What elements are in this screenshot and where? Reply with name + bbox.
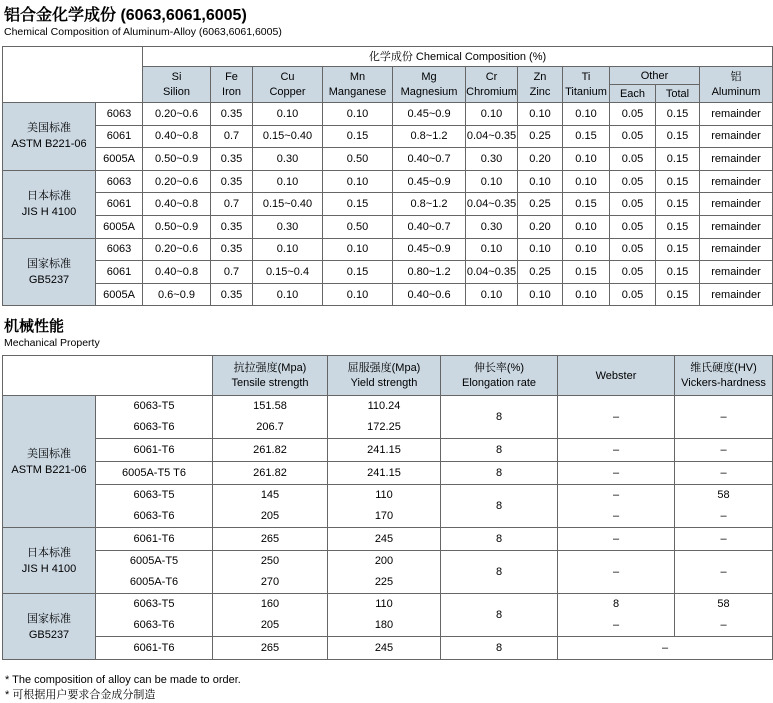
value-cell: remainder: [700, 283, 773, 306]
value-cell: 0.05: [610, 103, 656, 126]
alloy-cell: 6063-T5 6063-T6: [96, 485, 213, 528]
page-title: 铝合金化学成份 (6063,6061,6005): [4, 7, 247, 24]
webster-cell: 8 –: [558, 594, 675, 637]
value-cell: 0.10: [323, 238, 393, 261]
value-cell: remainder: [700, 103, 773, 126]
chem-col-cr: Cr Chromium: [466, 67, 518, 103]
alloy-cell: 6063: [96, 103, 143, 126]
value-cell: 0.7: [211, 193, 253, 216]
page-subtitle: Chemical Composition of Aluminum-Alloy (6063,6061,6005): [4, 26, 282, 38]
value-cell: 0.10: [466, 103, 518, 126]
standard-label: 国家标准 GB5237: [3, 594, 96, 660]
mech-band-row: [3, 551, 773, 594]
vickers-cell: –: [675, 439, 773, 462]
mech-col-1: 屈服强度(Mpa) Yield strength: [328, 356, 441, 396]
section-subtitle-mechanical: Mechanical Property: [4, 337, 100, 350]
value-cell: 0.50: [323, 215, 393, 238]
value-cell: 0.05: [610, 238, 656, 261]
value-cell: remainder: [700, 125, 773, 148]
value-cell: 0.45~0.9: [393, 238, 466, 261]
alloy-cell: 6005A-T5 6005A-T6: [96, 551, 213, 594]
standard-label: 国家标准 GB5237: [3, 238, 96, 306]
chem-data-row: [3, 125, 773, 148]
webster-cell: –: [558, 396, 675, 439]
value-cell: 0.10: [563, 215, 610, 238]
yield-cell: 110 170: [328, 485, 441, 528]
chem-data-row: [3, 148, 773, 171]
value-cell: 0.20~0.6: [143, 238, 211, 261]
value-cell: remainder: [700, 193, 773, 216]
value-cell: 0.05: [610, 283, 656, 306]
elongation-cell: 8: [441, 551, 558, 594]
value-cell: 0.7: [211, 261, 253, 284]
standard-label: 美国标准 ASTM B221-06: [3, 396, 96, 528]
vickers-cell: –: [675, 528, 773, 551]
chem-col-total: Total: [656, 85, 700, 103]
value-cell: 0.15: [323, 125, 393, 148]
value-cell: 0.04~0.35: [466, 125, 518, 148]
value-cell: 0.05: [610, 215, 656, 238]
chem-data-row: [3, 193, 773, 216]
value-cell: 0.15~0.4: [253, 261, 323, 284]
webster-cell: –: [558, 439, 675, 462]
value-cell: 0.15~0.40: [253, 125, 323, 148]
standard-label: 美国标准 ASTM B221-06: [3, 103, 96, 171]
alloy-cell: 6061-T6: [96, 528, 213, 551]
webster-cell: –: [558, 462, 675, 485]
value-cell: remainder: [700, 148, 773, 171]
tensile-cell: 145 205: [213, 485, 328, 528]
value-cell: 0.04~0.35: [466, 193, 518, 216]
value-cell: 0.40~0.7: [393, 148, 466, 171]
yield-cell: 241.15: [328, 462, 441, 485]
value-cell: 0.05: [610, 148, 656, 171]
chem-top-header: 化学成份 Chemical Composition (%): [143, 47, 773, 67]
value-cell: 0.25: [518, 261, 563, 284]
elongation-cell: 8: [441, 396, 558, 439]
yield-cell: 110 180: [328, 594, 441, 637]
elongation-cell: 8: [441, 485, 558, 528]
mechanical-property-table: [2, 355, 773, 660]
mech-band-row: [3, 462, 773, 485]
value-cell: 0.15: [563, 261, 610, 284]
value-cell: 0.30: [253, 148, 323, 171]
value-cell: 0.8~1.2: [393, 125, 466, 148]
vickers-cell: 58 –: [675, 485, 773, 528]
value-cell: 0.04~0.35: [466, 261, 518, 284]
value-cell: 0.35: [211, 215, 253, 238]
standard-label: 日本标准 JIS H 4100: [3, 170, 96, 238]
value-cell: 0.25: [518, 193, 563, 216]
chem-col-mn: Mn Manganese: [323, 67, 393, 103]
webster-cell: –: [558, 528, 675, 551]
elongation-cell: 8: [441, 637, 558, 660]
tensile-cell: 265: [213, 637, 328, 660]
value-cell: 0.10: [518, 103, 563, 126]
value-cell: 0.35: [211, 283, 253, 306]
value-cell: 0.50~0.9: [143, 148, 211, 171]
value-cell: 0.05: [610, 261, 656, 284]
chem-col-ti: Ti Titanium: [563, 67, 610, 103]
value-cell: 0.20~0.6: [143, 103, 211, 126]
value-cell: 0.10: [518, 283, 563, 306]
chem-col-fe: Fe Iron: [211, 67, 253, 103]
value-cell: remainder: [700, 238, 773, 261]
value-cell: 0.15: [323, 193, 393, 216]
mech-col-4: 维氏硬度(HV) Vickers-hardness: [675, 356, 773, 396]
mech-band-row: [3, 594, 773, 637]
footnote-en: * The composition of alloy can be made to order.: [5, 674, 241, 687]
mech-blank-header: [3, 356, 213, 396]
chem-data-row: [3, 283, 773, 306]
webster-cell: –: [558, 551, 675, 594]
alloy-cell: 6063-T5 6063-T6: [96, 594, 213, 637]
webster-vickers-cell: –: [558, 637, 773, 660]
alloy-cell: 6005A: [96, 148, 143, 171]
yield-cell: 245: [328, 528, 441, 551]
chem-data-row: [3, 261, 773, 284]
mech-col-3: Webster: [558, 356, 675, 396]
chem-data-row: [3, 170, 773, 193]
value-cell: 0.10: [563, 170, 610, 193]
value-cell: 0.05: [610, 125, 656, 148]
value-cell: 0.30: [466, 215, 518, 238]
value-cell: 0.40~0.8: [143, 261, 211, 284]
value-cell: 0.10: [466, 283, 518, 306]
value-cell: 0.10: [253, 103, 323, 126]
mech-col-0: 抗拉强度(Mpa) Tensile strength: [213, 356, 328, 396]
chemical-composition-table: [2, 46, 773, 306]
value-cell: 0.35: [211, 170, 253, 193]
mech-band-row: [3, 485, 773, 528]
value-cell: 0.15: [656, 103, 700, 126]
alloy-cell: 6005A: [96, 215, 143, 238]
alloy-cell: 6061: [96, 125, 143, 148]
spec-sheet-page: [0, 6, 770, 702]
value-cell: 0.15: [656, 193, 700, 216]
value-cell: 0.10: [518, 170, 563, 193]
webster-cell: – –: [558, 485, 675, 528]
value-cell: 0.15~0.40: [253, 193, 323, 216]
value-cell: 0.10: [563, 238, 610, 261]
tensile-cell: 151.58 206.7: [213, 396, 328, 439]
value-cell: 0.15: [563, 193, 610, 216]
value-cell: 0.15: [656, 170, 700, 193]
value-cell: 0.35: [211, 238, 253, 261]
value-cell: 0.20~0.6: [143, 170, 211, 193]
vickers-cell: –: [675, 551, 773, 594]
value-cell: 0.10: [563, 283, 610, 306]
alloy-cell: 6061-T6: [96, 637, 213, 660]
mech-band-row: [3, 637, 773, 660]
alloy-cell: 6061-T6: [96, 439, 213, 462]
vickers-cell: –: [675, 462, 773, 485]
alloy-cell: 6061: [96, 261, 143, 284]
chem-col-zn: Zn Zinc: [518, 67, 563, 103]
tensile-cell: 261.82: [213, 462, 328, 485]
chem-blank-header: [3, 47, 143, 103]
alloy-cell: 6063: [96, 170, 143, 193]
value-cell: remainder: [700, 261, 773, 284]
value-cell: 0.25: [518, 125, 563, 148]
value-cell: 0.15: [656, 125, 700, 148]
value-cell: 0.6~0.9: [143, 283, 211, 306]
value-cell: 0.10: [323, 170, 393, 193]
vickers-cell: –: [675, 396, 773, 439]
value-cell: 0.10: [563, 148, 610, 171]
value-cell: remainder: [700, 215, 773, 238]
value-cell: 0.40~0.7: [393, 215, 466, 238]
chem-col-each: Each: [610, 85, 656, 103]
value-cell: 0.20: [518, 148, 563, 171]
chem-data-row: [3, 215, 773, 238]
elongation-cell: 8: [441, 594, 558, 637]
value-cell: 0.45~0.9: [393, 103, 466, 126]
value-cell: 0.7: [211, 125, 253, 148]
alloy-cell: 6063-T5 6063-T6: [96, 396, 213, 439]
chem-col-aluminum: 铝 Aluminum: [700, 67, 773, 103]
footnotes: [5, 673, 770, 703]
chem-col-other: Other: [610, 67, 700, 85]
value-cell: 0.05: [610, 170, 656, 193]
value-cell: 0.50~0.9: [143, 215, 211, 238]
value-cell: remainder: [700, 170, 773, 193]
mech-band-row: [3, 528, 773, 551]
yield-cell: 245: [328, 637, 441, 660]
vickers-cell: 58 –: [675, 594, 773, 637]
tensile-cell: 160 205: [213, 594, 328, 637]
value-cell: 0.10: [323, 103, 393, 126]
value-cell: 0.15: [656, 261, 700, 284]
alloy-cell: 6063: [96, 238, 143, 261]
value-cell: 0.35: [211, 148, 253, 171]
value-cell: 0.30: [466, 148, 518, 171]
value-cell: 0.40~0.8: [143, 125, 211, 148]
section-title-mechanical: 机械性能: [4, 318, 65, 336]
elongation-cell: 8: [441, 439, 558, 462]
value-cell: 0.30: [253, 215, 323, 238]
chem-data-row: [3, 103, 773, 126]
footnote-cn: * 可根据用户要求合金成分制造: [5, 689, 156, 702]
chem-col-cu: Cu Copper: [253, 67, 323, 103]
value-cell: 0.15: [656, 283, 700, 306]
value-cell: 0.15: [656, 215, 700, 238]
mech-band-row: [3, 396, 773, 439]
tensile-cell: 265: [213, 528, 328, 551]
value-cell: 0.10: [253, 238, 323, 261]
chem-col-si: Si Silion: [143, 67, 211, 103]
value-cell: 0.10: [466, 170, 518, 193]
value-cell: 0.10: [253, 170, 323, 193]
value-cell: 0.10: [253, 283, 323, 306]
value-cell: 0.10: [518, 238, 563, 261]
value-cell: 0.20: [518, 215, 563, 238]
mech-band-row: [3, 439, 773, 462]
yield-cell: 241.15: [328, 439, 441, 462]
yield-cell: 110.24 172.25: [328, 396, 441, 439]
chem-data-row: [3, 238, 773, 261]
value-cell: 0.15: [563, 125, 610, 148]
elongation-cell: 8: [441, 462, 558, 485]
value-cell: 0.35: [211, 103, 253, 126]
chem-col-mg: Mg Magnesium: [393, 67, 466, 103]
elongation-cell: 8: [441, 528, 558, 551]
value-cell: 0.50: [323, 148, 393, 171]
value-cell: 0.15: [656, 148, 700, 171]
alloy-cell: 6005A: [96, 283, 143, 306]
value-cell: 0.05: [610, 193, 656, 216]
tensile-cell: 250 270: [213, 551, 328, 594]
value-cell: 0.15: [323, 261, 393, 284]
mech-col-2: 伸长率(%) Elongation rate: [441, 356, 558, 396]
alloy-cell: 6061: [96, 193, 143, 216]
alloy-cell: 6005A-T5 T6: [96, 462, 213, 485]
yield-cell: 200 225: [328, 551, 441, 594]
tensile-cell: 261.82: [213, 439, 328, 462]
value-cell: 0.80~1.2: [393, 261, 466, 284]
value-cell: 0.45~0.9: [393, 170, 466, 193]
value-cell: 0.10: [563, 103, 610, 126]
value-cell: 0.10: [466, 238, 518, 261]
value-cell: 0.15: [656, 238, 700, 261]
value-cell: 0.8~1.2: [393, 193, 466, 216]
standard-label: 日本标准 JIS H 4100: [3, 528, 96, 594]
value-cell: 0.40~0.8: [143, 193, 211, 216]
value-cell: 0.10: [323, 283, 393, 306]
value-cell: 0.40~0.6: [393, 283, 466, 306]
